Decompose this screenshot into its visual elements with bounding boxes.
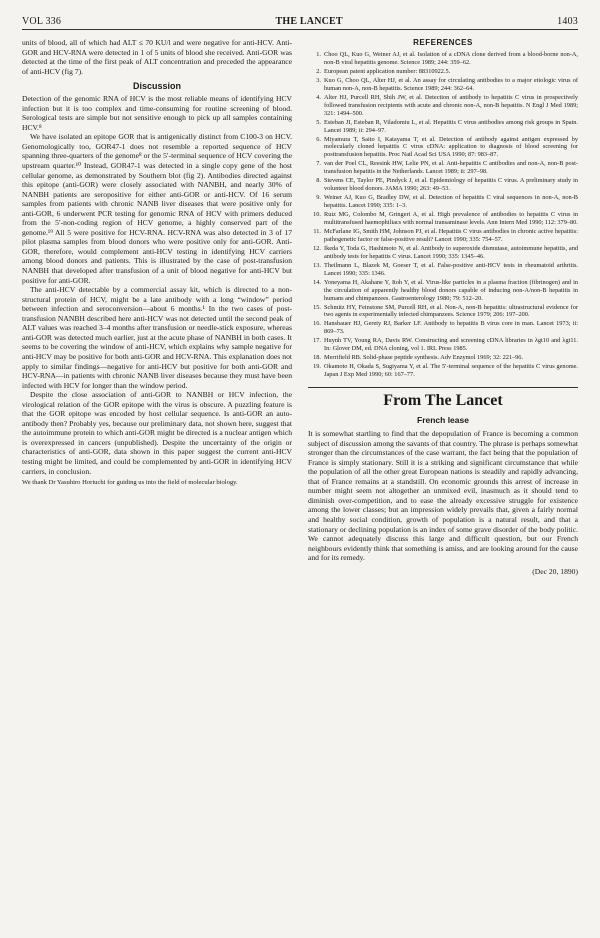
section-text: It is somewhat startling to find that the depopulation of France is becoming a common subject of discussion among the savants of that country. The phrase is perhaps somewhat stronger than the circumstances of the case warrant, the fact being that the population of France is simply stationary. Still it is a striking and significant circumstance that while the population of all the other great European nations is steadily and rapidly advancing, that of France remains at a standstill. On economic grounds this arrest of increase in number might seem not altogether an unmixed evil, inasmuch as it should tend to diminish over-competition, and to ease the already excessive struggle for existence among the lower classes; but an impression widely prevails that, given a fairly normal and healthy social condition, growth of population is a natural result, and that a stationary or declining population is an index of some grave disorder of the body politic. We cannot adequately discuss this large and difficult question, but our French neighbours evidently think that something is amiss, and are looking around for the cause and for its remedy. <box>308 429 578 563</box>
reference-list <box>308 51 578 379</box>
reference-item <box>308 136 578 160</box>
reference-item <box>308 51 578 67</box>
reference-text: Schmitz HY, Feinstone SM, Purcell RH, et al. Non-A, non-B hepatitis: ultrastructural evidence for two agents in experimentally infected chimpanzees. Science 1979; 206: 197–200. <box>324 303 578 319</box>
section-divider <box>308 387 578 388</box>
reference-item <box>308 337 578 353</box>
discussion-heading: Discussion <box>132 81 181 92</box>
reference-text: Huynh TV, Young RA, Davis RW. Constructing and screening cDNA libraries in λgt10 and λgt11. In: Glover DM, ed. DNA cloning, vol 1. IRL Press 1985. <box>324 337 578 353</box>
reference-item <box>308 245 578 261</box>
section-title: From The Lancet <box>383 392 503 410</box>
reference-item <box>308 77 578 93</box>
reference-text: Weiner AJ, Kuo G, Bradley DW, et al. Detection of hepatitis C viral sequences in non-A, non-B hepatitis. Lancet 1990; 335: 1–3. <box>324 194 578 210</box>
references-heading: REFERENCES <box>413 38 473 47</box>
reference-number: 13. <box>313 261 321 269</box>
journal-title: THE LANCET <box>275 16 343 27</box>
discussion-paragraph-1: Detection of the genomic RNA of HCV is the most reliable means of identifying HCV infection but it is too complex and time-consuming for routine screening of blood. Serological tests are simple but not sensitive enough to pick up all samples containing HCV.⁸ <box>22 94 292 132</box>
reference-number: 5. <box>316 118 321 126</box>
reference-number: 3. <box>316 76 321 84</box>
reference-text: Merrifield RB. Solid-phase peptide synthesis. Adv Enzymol 1969; 32: 221–96. <box>324 354 524 362</box>
reference-number: 4. <box>316 93 321 101</box>
reference-text: Alter HJ, Purcell RH, Shih JW, et al. Detection of antibody to hepatitis C virus in prospectively followed transfusion recipients with acute and chronic non-A, non-B hepatitis. N Engl J Med 1989; 321: 1494–500. <box>324 93 578 117</box>
reference-number: 12. <box>313 244 321 252</box>
reference-number: 18. <box>313 354 321 362</box>
reference-number: 6. <box>316 135 321 143</box>
reference-text: Hansbauer HJ, Gerety RJ, Barker LF. Antibody to hepatitis B virus core in man. Lancet 1973; ii: 869–73. <box>324 320 578 336</box>
reference-number: 15. <box>313 303 321 311</box>
reference-item <box>308 363 578 379</box>
reference-text: European patent application number: 88310922.5. <box>324 67 451 75</box>
reference-number: 9. <box>316 194 321 202</box>
reference-item <box>308 177 578 193</box>
reference-item <box>308 94 578 118</box>
reference-number: 7. <box>316 160 321 168</box>
volume-label: VOL 336 <box>22 16 62 27</box>
dateline: (Dec 20, 1890) <box>532 566 578 576</box>
reference-item <box>308 119 578 135</box>
reference-item <box>308 262 578 278</box>
reference-number: 11. <box>313 227 321 235</box>
reference-number: 17. <box>313 337 321 345</box>
reference-number: 14. <box>313 278 321 286</box>
reference-text: Miyamura T, Saito I, Katayama T, et al. Detection of antibody against antigen expressed by molecularly cloned hepatitis C virus cDNA: application to diagnosis of blood screening for posttransfusion hepatitis. Proc Natl Acad Sci USA 1990; 87: 983–87. <box>324 135 578 159</box>
page-number: 1403 <box>557 16 578 27</box>
reference-item <box>308 211 578 227</box>
page-header <box>22 16 578 30</box>
discussion-paragraph-3: The anti-HCV detectable by a commercial assay kit, which is directed to a non-structural protein of HCV, might be a late antibody with a long “window” period between infection and seroconversion—about 6 months.¹ In the two cases of post-transfusion NANBH described here anti-HCV was not detected until the second peak of ALT values was reached 3–4 months after transfusion or needle-stick exposure, whereas anti-GOR was detected much earlier, just at the acute phase of NANBH in both cases. It seems to be covering the window of anti-HCV, which explains why sample negative for anti-HCV may be positive for both anti-GOR and HCV-RNA. This explanation does not apply to similar findings—negative for anti-HCV but positive for both anti-GOR and HCV-RNA—in patients with chronic NANB liver diseases because they must have been infected with HCV for longer than the window period. <box>22 285 292 390</box>
reference-item <box>308 68 578 76</box>
reference-item <box>308 354 578 362</box>
reference-item <box>308 194 578 210</box>
reference-text: McFarlane IG, Smith HM, Johnson PJ, et al. Hepatitis C virus antibodies in chronic active hepatitis: pathogenetic factor or false-positive result? Lancet 1990; 335: 754–57. <box>324 227 578 243</box>
reference-number: 19. <box>313 363 321 371</box>
reference-number: 2. <box>316 67 321 75</box>
reference-text: Ikeda Y, Toda G, Hashimoto N, et al. Antibody to superoxide dismutase, autoimmune hepatitis, and antibody tests for hepatitis C virus. Lancet 1990; 335: 1345–46. <box>324 244 578 260</box>
reference-text: Theilmann L, Blazek M, Goeser T, et al. False-positive anti-HCV tests in rheumatoid arthritis. Lancet 1990; 335: 1346. <box>324 261 578 277</box>
reference-number: 16. <box>313 320 321 328</box>
reference-text: Yoneyama H, Akahane Y, Itoh Y, et al. Virus-like particles in a plasma fraction (fibrinogen) and in the circulation of apparently healthy blood donors capable of inducing non-A/non-B hepatitis in humans and chimpanzees. Gastroenterology 1980; 79: 512–20. <box>324 278 578 302</box>
reference-text: van der Poel CL, Reesink HW, Lelie PN, et al. Anti-hepatitis C antibodies and non-A, non-B post-transfusion hepatitis in the Netherlands. Lancet 1989; ii: 297–98. <box>324 160 578 176</box>
reference-number: 10. <box>313 211 321 219</box>
section-subtitle: French lease <box>417 415 469 426</box>
acknowledgment: We thank Dr Yasuhiro Horiuchi for guiding us into the field of molecular biology. <box>22 479 238 487</box>
reference-number: 1. <box>316 51 321 58</box>
right-column <box>308 38 578 576</box>
reference-item <box>308 320 578 336</box>
discussion-paragraph-4: Despite the close association of anti-GOR to NANBH or HCV infection, the virological relation of the GOR epitope with the virus is obscure. A puzzling feature is that the GOR epitope was encoded by host cellular sequence. Is anti-GOR an auto-antibody then? Probably yes, because our preliminary data, not shown here, suggest that the autoimmune protein to which anti-GOR might be directed is a nuclear antigen which is overexpressed in cancers (unpublished). Despite the uncertainty of the origin or characteristics of anti-GOR, data shown in this paper suggest the current anti-HCV testing might be limited, and could be complemented by anti-GOR in identifying HCV carriers, in conclusion. <box>22 390 292 476</box>
reference-item <box>308 279 578 303</box>
left-column <box>22 38 292 576</box>
reference-item <box>308 304 578 320</box>
reference-number: 8. <box>316 177 321 185</box>
reference-item <box>308 160 578 176</box>
reference-text: Ruiz MG, Colombo M, Gringeri A, et al. High prevalence of antibodies to hepatitis C virus in multitransfused haemophiliacs with normal transaminase levels. Ann Intern Med 1990; 112: 379–80. <box>324 211 578 226</box>
reference-text: Esteban JI, Esteban R, Viladomiu L, et al. Hepatitis C virus antibodies among risk groups in Spain. Lancet 1989; ii: 294–97. <box>324 118 578 134</box>
intro-paragraph: units of blood, all of which had ALT ≤ 70 KU/l and were negative for anti-HCV. Anti-GOR and HCV-RNA were detected in 1 of 5 units of blood she received. Anti-GOR was detected at the time of the first peak of ALT concentration and preceded the appearance of anti-HCV (fig 7). <box>22 38 292 76</box>
reference-text: Choo QL, Kuo G, Weiner AJ, et al. Isolation of a cDNA clone derived from a blood-borne non-A, non-B viral hepatitis genome. Science 1989; 244: 359–62. <box>324 51 578 66</box>
reference-text: Okamoto H, Okada S, Sugiyama Y, et al. The 5′-terminal sequence of the hepatitis C virus genome. Japan J Exp Med 1990; 60: 167–77. <box>324 363 578 379</box>
discussion-paragraph-2: We have isolated an epitope GOR that is antigenically distinct from C100-3 on HCV. Genomologically too, GOR47-1 does not resemble a reported sequence of HCV spanning three-quarters of the genome⁸ or the 5′-terminal sequence of HCV covering the upstream quarter.¹⁰ Instead, GOR47-1 was detected in a single copy gene of the host cellular genome, as demonstrated by Southern blot (fig 2). Antibodies directed against this epitope (anti-GOR) were closely associated with NANBH, and nearly 30% of NANBH patients are seropositive for either anti-GOR or anti-HCV. Of 16 serum samples from patients with chronic NANB liver diseases that were positive only for anti-GOR, 6 underwent PCR testing for genomic RNA of HCV with primers deduced from the 5′-non-coding region of HCV genome, a highly conserved part of the genome.¹⁹ All 5 were positive for HCV-RNA. HCV-RNA was also detected in 3 of 17 pilot plasma samples from blood donors who were positive only for anti-GOR. Anti-GOR, therefore, would complement anti-HCV testing in identifying HCV carriers among blood donors and patients. This is illustrated by the case of post-transfusion NANBH that developed after transfusion of a unit of blood negative for anti-HCV but positive for anti-GOR. <box>22 132 292 285</box>
reference-text: Kuo G, Choo QL, Alter HJ, et al. An assay for circulating antibodies to a major etiologic virus of human non-A, non-B hepatitis. Science 1989; 244: 362–64. <box>324 76 578 92</box>
reference-item <box>308 228 578 244</box>
reference-text: Stevens CE, Taylor PE, Pindyck J, et al. Epidemiology of hepatitis C virus. A preliminary study in volunteer blood donors. JAMA 1990; 263: 49–53. <box>324 177 578 193</box>
